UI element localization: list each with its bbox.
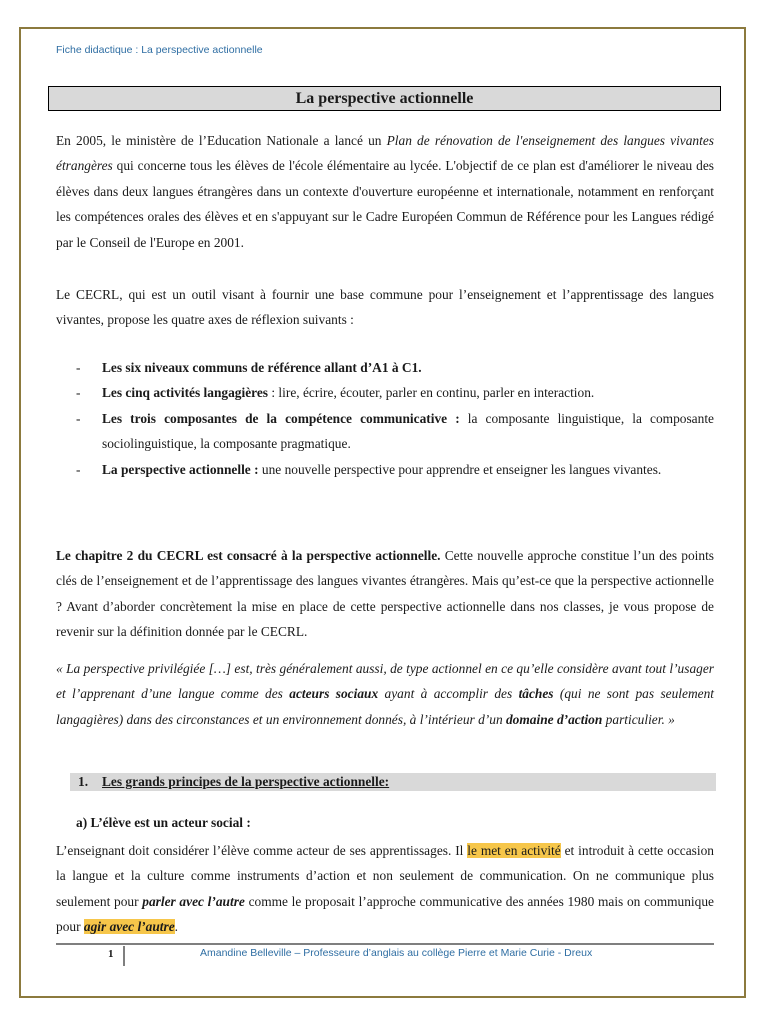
item-bold: Les cinq activités langagières: [102, 385, 269, 401]
quote-bold: acteurs sociaux: [289, 686, 379, 702]
quote-run: ayant à accomplir des: [378, 686, 519, 702]
item-text: une nouvelle perspective pour apprendre et enseigner les langues vivantes.: [258, 461, 662, 477]
footer-credit: Amandine Belleville – Professeure d’anglais au collège Pierre et Marie Curie - Dreux: [200, 947, 593, 959]
text-run: L’enseignant doit considérer l’élève comme acteur de ses apprentissages. Il: [56, 843, 468, 858]
text-run: comme le proposait l’approche communicative des années 1980 mais on communique pour: [56, 893, 714, 935]
plan-title: Plan de rénovation de l'enseignement des langues vivantes étrangères: [56, 133, 714, 174]
section-heading: [70, 773, 716, 791]
list-item: [56, 380, 714, 405]
text-run: .: [174, 919, 179, 935]
intro-paragraph: [56, 128, 714, 255]
quote-bold: domaine d’action: [505, 711, 603, 727]
list-item: [56, 406, 714, 457]
quote-run: particulier. »: [602, 711, 675, 727]
page-number-separator: [123, 946, 125, 966]
text-run: qui concerne tous les élèves de l'école élémentaire au lycée. L'objectif de ce plan est d'améliorer le niveau des élèves dans deux langues étrangères dans un contexte d'ouverture européenne et internationale, notamment en renforçant les compétences orales des élèves et en s'appuyant sur le Cadre Européen Commun de Référence pour les Langues rédigé par le Conseil de l'Europe en 2001.: [56, 158, 714, 250]
actor-paragraph: [56, 838, 714, 940]
dash-marker: -: [76, 360, 81, 375]
dash-marker: -: [76, 410, 81, 426]
item-bold: Les six niveaux communs de référence allant d’A1 à C1.: [102, 360, 422, 375]
list-item: [56, 457, 714, 482]
section-label: Les grands principes de la perspective actionnelle:: [102, 774, 390, 789]
highlight: le met en activité: [467, 843, 561, 858]
text-run: et introduit à cette occasion la langue et la culture comme instruments d’action et non seulement de communication. On ne communique plus seulement pour: [56, 843, 714, 909]
text-run: Cette nouvelle approche constitue l’un des points clés de l’enseignement et de l’apprentissage des langues vivantes étrangères. Mais qu’est-ce que la perspective actionnelle ? Avant d’aborder concrètement la mise en place de cette perspective actionnelle dans nos classes, je vous propose de revenir sur la définition donnée par le CECRL.: [56, 548, 715, 640]
footer-divider: [56, 943, 714, 945]
section-number: 1.: [78, 774, 89, 789]
text-run: En 2005, le ministère de l’Education Nationale a lancé un: [56, 133, 387, 148]
document-title: La perspective actionnelle: [48, 86, 721, 111]
quote-run: (qui ne sont pas seulement langagières) dans des circonstances et un environnement donnés, à l’intérieur d’un: [56, 686, 714, 727]
subsection-heading: a) L’élève est un acteur social :: [76, 815, 251, 830]
list-item: [56, 355, 714, 380]
item-text: : lire, écrire, écouter, parler en continu, parler en interaction.: [268, 385, 595, 401]
dash-marker: -: [76, 461, 81, 477]
emphasis: parler avec l’autre: [142, 893, 245, 909]
axes-list: [56, 355, 714, 482]
item-bold: Les trois composantes de la compétence communicative :: [102, 410, 460, 426]
cecrl-paragraph: Le CECRL, qui est un outil visant à fournir une base commune pour l’enseignement et l’apprentissage des langues vivantes, propose les quatre axes de réflexion suivants :: [56, 287, 714, 328]
dash-marker: -: [76, 385, 81, 401]
quote-run: « La perspective privilégiée […] est, très généralement aussi, de type actionnel en ce qu’elle considère avant tout l’usager et l’apprenant d’une langue comme des: [56, 661, 714, 702]
running-header: Fiche didactique : La perspective actionnelle: [56, 44, 263, 56]
chapter-paragraph: [56, 543, 714, 645]
page-number: 1: [108, 948, 114, 960]
highlight: agir avec l’autre: [83, 919, 175, 935]
item-text: la composante linguistique, la composante sociolinguistique, la composante pragmatique.: [102, 410, 714, 452]
cecrl-quote: [56, 656, 714, 732]
text-run-bold: Le chapitre 2 du CECRL est consacré à la perspective actionnelle.: [56, 548, 441, 563]
item-bold: La perspective actionnelle :: [102, 461, 259, 477]
quote-bold: tâches: [518, 686, 554, 702]
